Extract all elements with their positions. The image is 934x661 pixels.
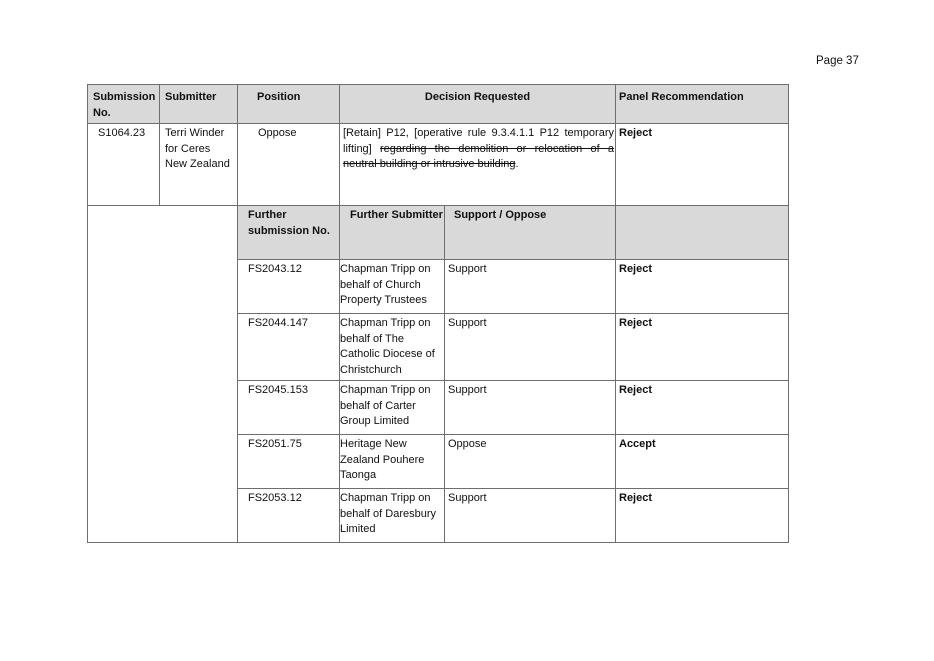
decision-suffix: . xyxy=(515,158,519,170)
fs-row-3-bottom-line xyxy=(237,434,789,435)
submission-row-bottom-line xyxy=(87,205,789,206)
decision-struck-text: regarding the demolition or relocation of a neutral building or intrusive building xyxy=(343,142,615,170)
header-decision-requested: Decision Requested xyxy=(424,91,531,103)
table-border-right xyxy=(788,84,789,543)
fs-row-5-number: FS2053.12 xyxy=(248,492,302,504)
submission-recommendation: Reject xyxy=(619,127,653,139)
col-line-support-oppose xyxy=(444,206,445,543)
submission-number: S1064.23 xyxy=(98,127,146,139)
fs-row-2-recommendation: Reject xyxy=(619,317,653,329)
header-further-submitter: Further Submitter xyxy=(350,209,443,221)
fs-row-2-submitter: Chapman Tripp on behalf of The Catholic Diocese of Christchurch xyxy=(340,317,435,376)
fs-row-3-submitter: Chapman Tripp on behalf of Carter Group Limited xyxy=(340,384,431,427)
fs-row-1-number: FS2043.12 xyxy=(248,263,302,275)
col-line-decision xyxy=(339,84,340,543)
fs-row-2-bottom-line xyxy=(237,380,789,381)
table-border-left xyxy=(87,84,88,543)
submission-submitter: Terri Winder for Ceres New Zealand xyxy=(165,127,230,170)
fs-row-3-recommendation: Reject xyxy=(619,384,653,396)
header-further-submission-no: Further submission No. xyxy=(248,209,330,237)
header-submitter: Submitter xyxy=(165,91,217,103)
fs-row-1-submitter: Chapman Tripp on behalf of Church Property Trustees xyxy=(340,263,431,306)
fs-row-4-submitter: Heritage New Zealand Pouhere Taonga xyxy=(340,438,425,481)
fs-row-1-bottom-line xyxy=(237,313,789,314)
decision-retained-text: [Retain] P12, [operative rule 9.3.4.1.1 P12 temporary lifting] xyxy=(343,127,614,155)
fs-row-2-stance: Support xyxy=(448,317,487,329)
fs-row-1-stance: Support xyxy=(448,263,487,275)
header-panel-recommendation: Panel Recommendation xyxy=(619,91,744,103)
fs-row-2-number: FS2044.147 xyxy=(248,317,308,329)
header-bottom-line xyxy=(87,123,789,124)
header-position: Position xyxy=(257,91,301,103)
fs-row-3-number: FS2045.153 xyxy=(248,384,308,396)
submission-decision xyxy=(343,126,614,173)
header-support-oppose: Support / Oppose xyxy=(454,209,547,221)
col-line-recommendation xyxy=(615,84,616,543)
fs-row-5-recommendation: Reject xyxy=(619,492,653,504)
fs-row-4-number: FS2051.75 xyxy=(248,438,302,450)
table-border-top xyxy=(87,84,789,85)
submission-position: Oppose xyxy=(258,127,297,139)
fs-row-4-recommendation: Accept xyxy=(619,438,656,450)
further-header-bottom-line xyxy=(237,259,789,260)
submissions-table xyxy=(87,84,789,543)
fs-row-4-stance: Oppose xyxy=(448,438,487,450)
header-submission-no: Submission No. xyxy=(93,91,156,119)
fs-row-5-submitter: Chapman Tripp on behalf of Daresbury Limited xyxy=(340,492,436,535)
col-line-position xyxy=(237,84,238,543)
fs-row-4-bottom-line xyxy=(237,488,789,489)
page-number: Page 37 xyxy=(816,55,859,67)
fs-row-5-stance: Support xyxy=(448,492,487,504)
table-border-bottom xyxy=(87,542,789,543)
fs-row-3-stance: Support xyxy=(448,384,487,396)
fs-row-1-recommendation: Reject xyxy=(619,263,653,275)
col-line-submitter xyxy=(159,84,160,206)
